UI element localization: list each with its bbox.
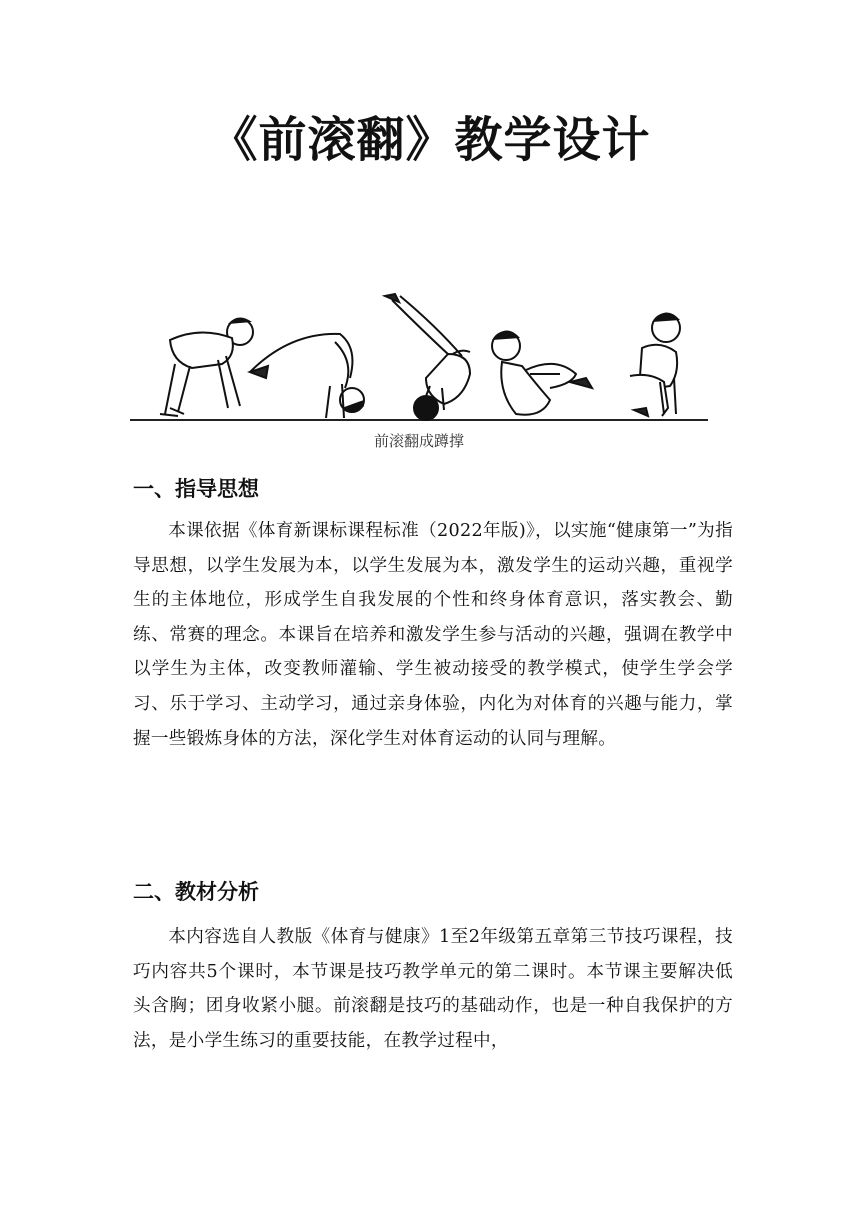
section-paragraph-guiding-ideology: 本课依据《体育新课标课程标准（2022年版)》，以实施“健康第一”为指导思想，以学生发展为本，以学生发展为本，激发学生的运动兴趣，重视学生的主体地位，形成学生自我发展的个性和终身体育意识，落实教会、勤练、常赛的理念。本课旨在培养和激发学生参与活动的兴趣，强调在教学中以学生为主体，改变教师灌输、学生被动接受的教学模式，使学生学会学习、乐于学习、主动学习，通过亲身体验，内化为对体育的兴趣与能力，掌握一些锻炼身体的方法，深化学生对体育运动的认同与理解。 [133,521,733,749]
figure-bend-forward [160,317,253,416]
section-paragraph-material-analysis: 本内容选自人教版《体育与健康》1至2年级第五章第三节技巧课程，技巧内容共5个课时，本节课是技巧教学单元的第二课时。本节课主要解决低头含胸；团身收紧小腿。前滚翻是技巧的基础动作，也是一种自我保护的方法，是小学生练习的重要技能，在教学过程中， [133,927,733,1051]
forward-roll-sequence-image [130,290,708,430]
section-heading-material-analysis: 二、教材分析 [133,880,259,904]
document-title: 《前滚翻》教学设计 [209,112,651,168]
figure-caption: 前滚翻成蹲撑 [373,432,464,450]
figure-roll-legs-up [385,294,470,420]
section-heading-guiding-ideology: 一、指导思想 [133,477,259,501]
figure-tuck-sit [492,330,592,414]
figure-head-tuck [250,334,364,418]
figure-squat-support [630,312,680,416]
